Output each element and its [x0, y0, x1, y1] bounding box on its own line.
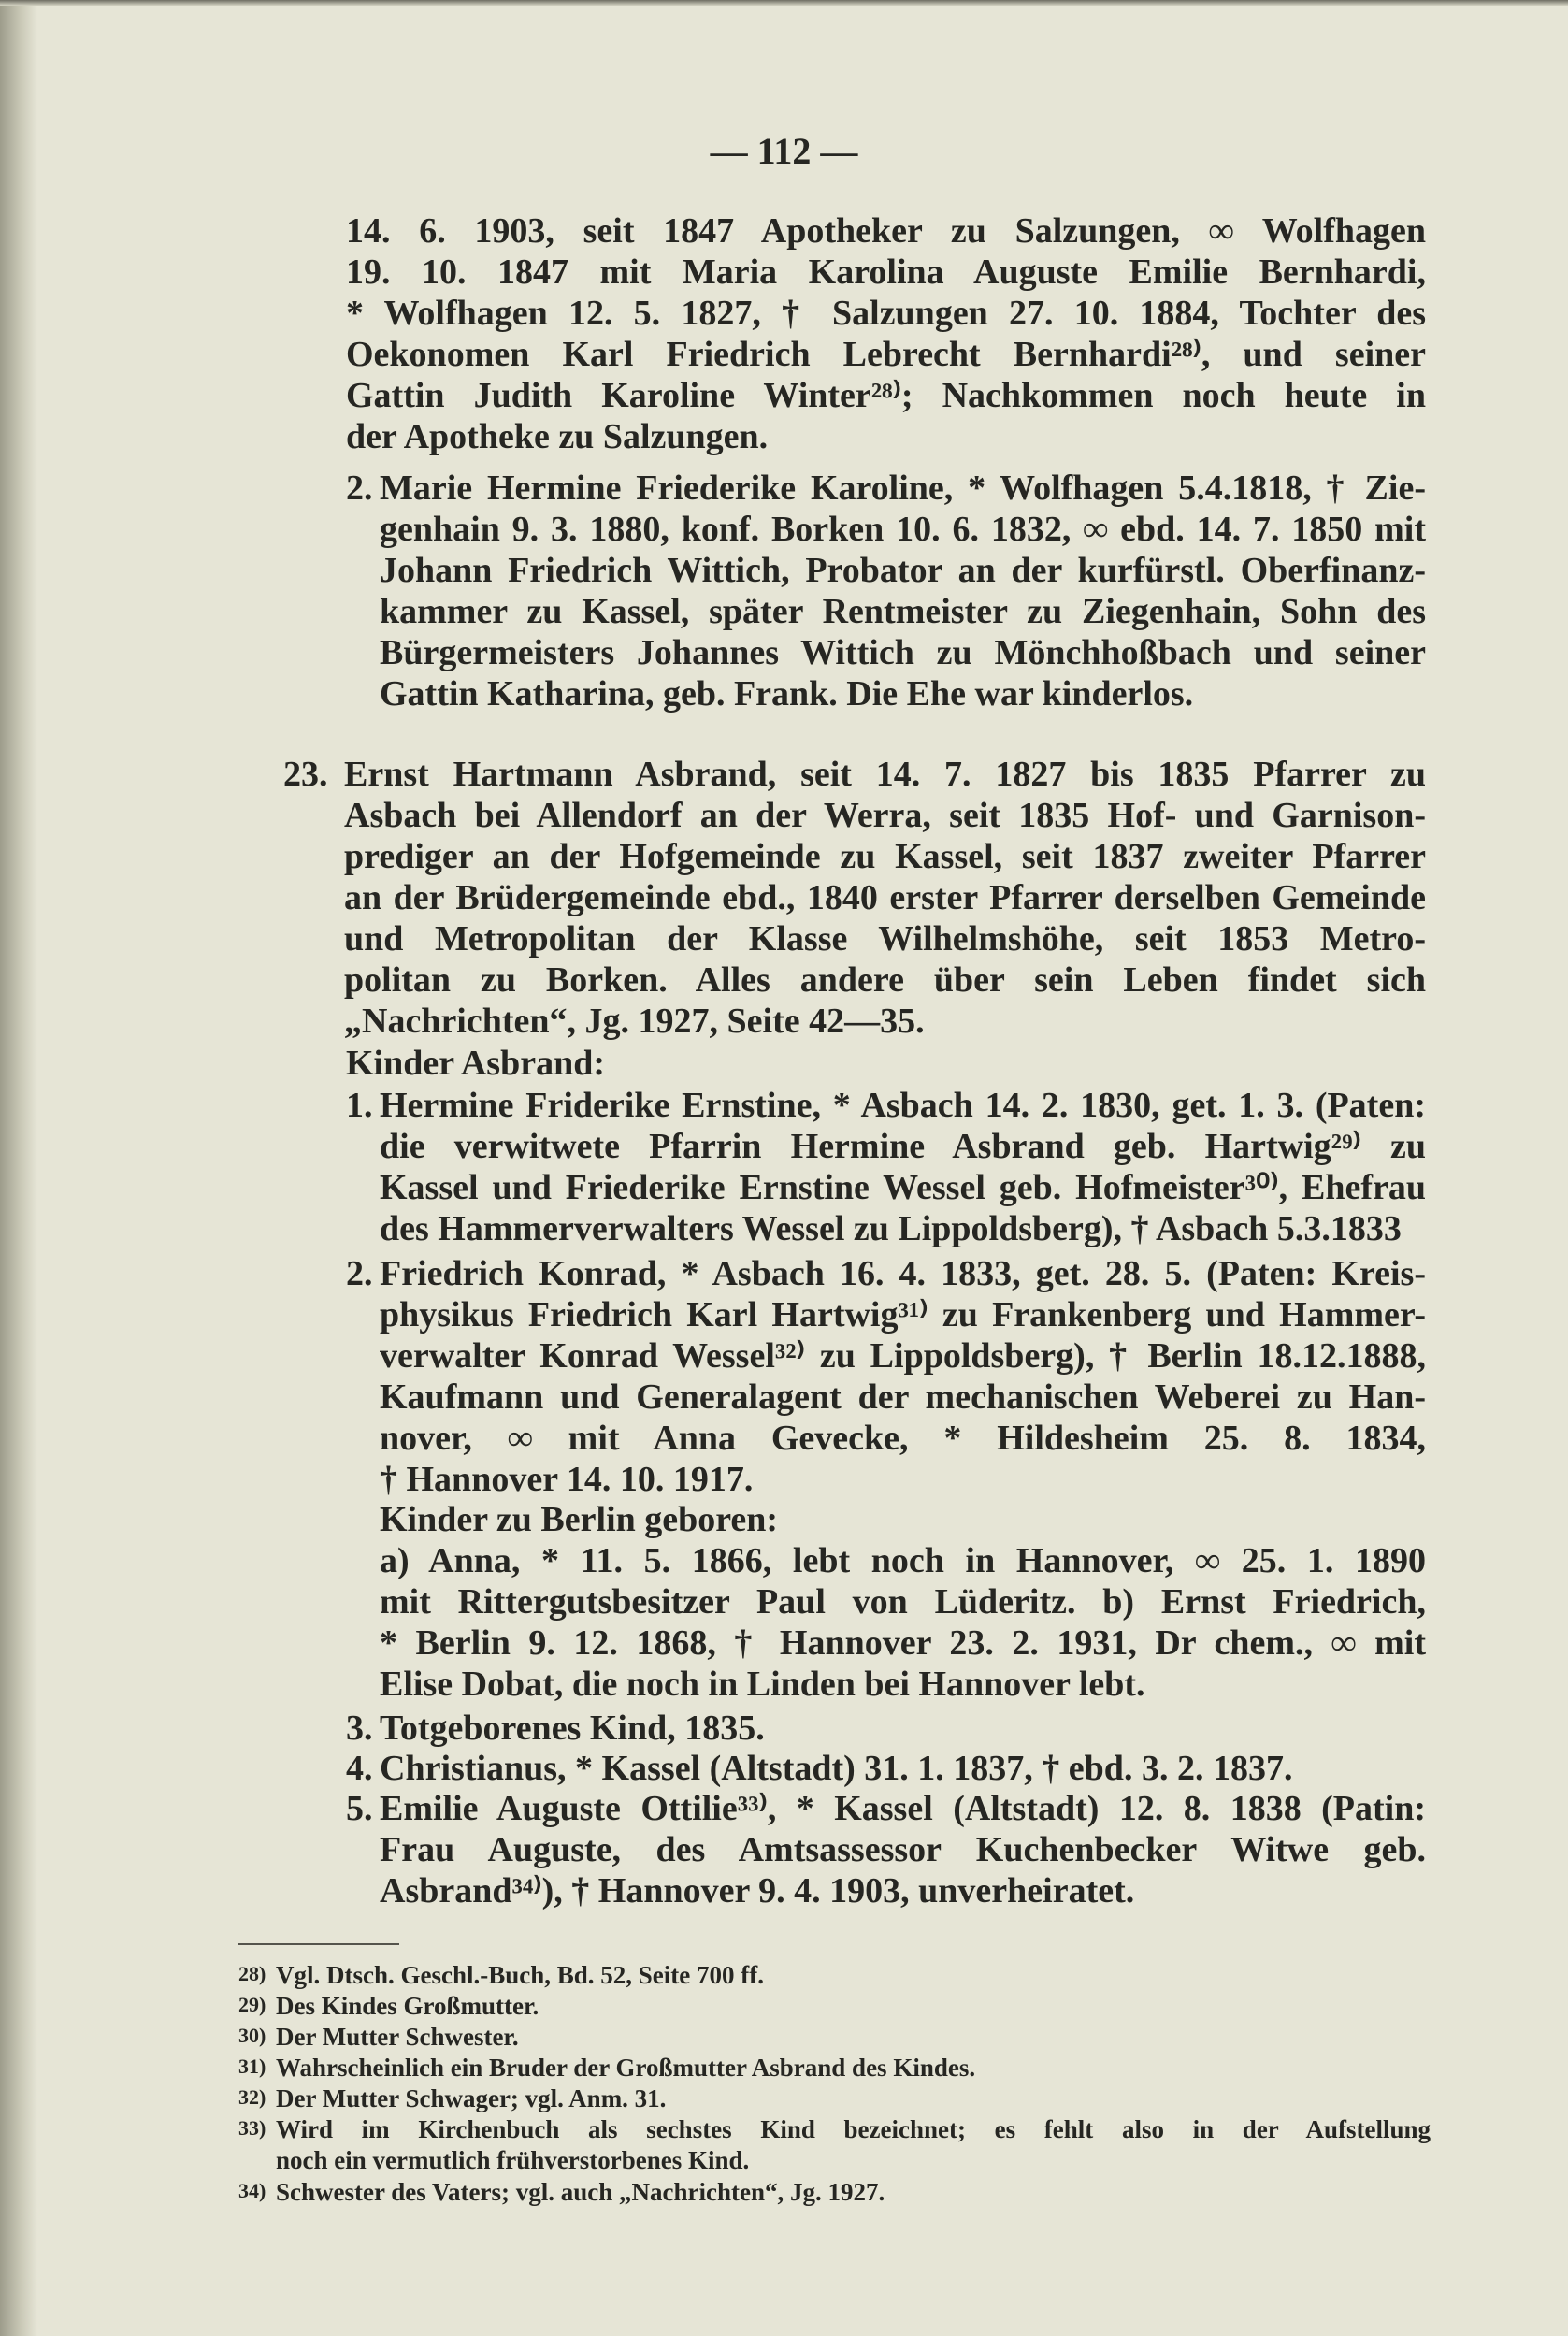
- child-5-emilie: [0, 1788, 1568, 1911]
- text-line: Elise Dobat, die noch in Linden bei Hannover lebt.: [380, 1665, 1145, 1704]
- grandchildren-list: [0, 1540, 1568, 1705]
- footnote-33: [0, 2114, 1568, 2176]
- text-line: Marie Hermine Friederike Karoline, * Wolfhagen 5.4.1818, † Zie-: [380, 469, 1426, 508]
- heading-kinder-zu-berlin: [0, 1499, 1568, 1540]
- entry-number: 34): [238, 2179, 266, 2202]
- page-number: — 112 —: [710, 130, 858, 172]
- text-line: * Wolfhagen 12. 5. 1827, † Salzungen 27. 10. 1884, Tochter des: [346, 294, 1426, 333]
- text-line: * Berlin 9. 12. 1868, † Hannover 23. 2. 1931, Dr chem., ∞ mit: [380, 1623, 1426, 1663]
- text-line: Frau Auguste, des Amtsassessor Kuchenbecker Witwe geb.: [380, 1830, 1426, 1869]
- text-line: Gattin Katharina, geb. Frank. Die Ehe war kinderlos.: [380, 674, 1194, 714]
- text-line: a) Anna, * 11. 5. 1866, lebt noch in Hannover, ∞ 25. 1. 1890: [380, 1541, 1426, 1580]
- entry-number: 31): [238, 2055, 266, 2078]
- child-3: [0, 1708, 1568, 1749]
- paragraph-continuation: [0, 210, 1568, 457]
- text-line: prediger an der Hofgemeinde zu Kassel, seit 1837 zweiter Pfarrer: [344, 837, 1426, 876]
- text-line: genhain 9. 3. 1880, konf. Borken 10. 6. 1832, ∞ ebd. 14. 7. 1850 mit: [380, 510, 1426, 549]
- text-line: der Apotheke zu Salzungen.: [346, 417, 769, 456]
- text-line: Christianus, * Kassel (Altstadt) 31. 1. 1837, † ebd. 3. 2. 1837.: [380, 1749, 1293, 1788]
- child-1-hermine: [0, 1085, 1568, 1249]
- text-line: Kaufmann und Generalagent der mechanischen Weberei zu Han-: [380, 1377, 1426, 1417]
- entry-number: 32): [238, 2085, 266, 2109]
- entry-number: 29): [238, 1993, 266, 2016]
- footnote-30: [0, 2022, 1568, 2053]
- footnote-divider: [238, 1943, 399, 1945]
- text-line: Wird im Kirchenbuch als sechstes Kind bezeichnet; es fehlt also in der Aufstellung: [276, 2115, 1431, 2143]
- text-line: Johann Friedrich Wittich, Probator an der kurfürstl. Oberfinanz-: [380, 551, 1426, 590]
- footnote-34: [0, 2177, 1568, 2208]
- text-line: † Hannover 14. 10. 1917.: [380, 1460, 754, 1499]
- text-line: Kassel und Friederike Ernstine Wessel geb. Hofmeister³⁰⁾, Ehefrau: [380, 1168, 1426, 1207]
- text-line: Asbach bei Allendorf an der Werra, seit 1835 Hof- und Garnison-: [344, 796, 1426, 835]
- footnote-28: [0, 1960, 1568, 1991]
- text-line: „Nachrichten“, Jg. 1927, Seite 42—35.: [344, 1002, 925, 1041]
- text-line: noch ein vermutlich frühverstorbenes Kind.: [276, 2146, 750, 2174]
- text-line: Hermine Friderike Ernstine, * Asbach 14. 2. 1830, get. 1. 3. (Paten:: [380, 1086, 1426, 1125]
- entry-number: 5.: [346, 1789, 373, 1828]
- entry-number: 33): [238, 2116, 266, 2140]
- text-line: Ernst Hartmann Asbrand, seit 14. 7. 1827 bis 1835 Pfarrer zu: [344, 755, 1426, 794]
- text-line: Der Mutter Schwager; vgl. Anm. 31.: [276, 2084, 667, 2112]
- text-line: verwalter Konrad Wessel³²⁾ zu Lippoldsberg), † Berlin 18.12.1888,: [380, 1336, 1426, 1376]
- text-line: 14. 6. 1903, seit 1847 Apotheker zu Salzungen, ∞ Wolfhagen: [346, 211, 1426, 251]
- footnote-29: [0, 1991, 1568, 2022]
- text-line: Asbrand³⁴⁾), † Hannover 9. 4. 1903, unverheiratet.: [380, 1871, 1135, 1911]
- text-line: Kinder Asbrand:: [346, 1044, 605, 1083]
- text-line: Schwester des Vaters; vgl. auch „Nachrichten“, Jg. 1927.: [276, 2178, 885, 2206]
- text-line: nover, ∞ mit Anna Gevecke, * Hildesheim 25. 8. 1834,: [380, 1419, 1426, 1458]
- text-line: des Hammerverwalters Wessel zu Lippoldsberg), † Asbach 5.3.1833: [380, 1209, 1402, 1248]
- text-line: und Metropolitan der Klasse Wilhelmshöhe, seit 1853 Metro-: [344, 919, 1426, 959]
- entry-number: 30): [238, 2024, 266, 2047]
- text-line: mit Rittergutsbesitzer Paul von Lüderitz. b) Ernst Friedrich,: [380, 1582, 1426, 1622]
- text-line: kammer zu Kassel, später Rentmeister zu Ziegenhain, Sohn des: [380, 592, 1426, 631]
- text-line: an der Brüdergemeinde ebd., 1840 erster Pfarrer derselben Gemeinde: [344, 878, 1426, 917]
- heading-kinder-asbrand: [0, 1043, 1568, 1084]
- entry-marie-hermine: [0, 468, 1568, 714]
- entry-number: 28): [238, 1962, 266, 1985]
- entry-23-ernst-hartmann-asbrand: [0, 754, 1568, 1042]
- text-line: Kinder zu Berlin geboren:: [380, 1500, 779, 1539]
- text-line: 19. 10. 1847 mit Maria Karolina Auguste Emilie Bernhardi,: [346, 252, 1426, 292]
- child-2-friedrich-konrad: [0, 1253, 1568, 1500]
- footnote-32: [0, 2084, 1568, 2114]
- text-line: Der Mutter Schwester.: [276, 2023, 519, 2051]
- child-4-christianus: [0, 1748, 1568, 1789]
- entry-number: 23.: [283, 755, 328, 794]
- text-line: Friedrich Konrad, * Asbach 16. 4. 1833, get. 28. 5. (Paten: Kreis-: [380, 1254, 1426, 1293]
- entry-number: 2.: [346, 1254, 373, 1293]
- text-line: Totgeborenes Kind, 1835.: [380, 1709, 765, 1748]
- entry-number: 2.: [346, 469, 373, 508]
- text-line: Bürgermeisters Johannes Wittich zu Mönchhoßbach und seiner: [380, 633, 1426, 672]
- footnote-31: [0, 2053, 1568, 2084]
- text-line: Oekonomen Karl Friedrich Lebrecht Bernhardi²⁸⁾, und seiner: [346, 335, 1426, 374]
- text-line: physikus Friedrich Karl Hartwig³¹⁾ zu Frankenberg und Hammer-: [380, 1295, 1426, 1334]
- entry-number: 1.: [346, 1086, 373, 1125]
- text-line: Wahrscheinlich ein Bruder der Großmutter Asbrand des Kindes.: [276, 2054, 976, 2082]
- text-line: Des Kindes Großmutter.: [276, 1992, 539, 2020]
- page-top-edge: [0, 0, 1568, 6]
- entry-number: 3.: [346, 1709, 373, 1748]
- text-line: Gattin Judith Karoline Winter²⁸⁾; Nachkommen noch heute in: [346, 376, 1426, 415]
- text-line: politan zu Borken. Alles andere über sein Leben findet sich: [344, 960, 1426, 1000]
- entry-number: 4.: [346, 1749, 373, 1788]
- text-line: Vgl. Dtsch. Geschl.-Buch, Bd. 52, Seite 700 ff.: [276, 1961, 764, 1989]
- text-line: Emilie Auguste Ottilie³³⁾, * Kassel (Altstadt) 12. 8. 1838 (Patin:: [380, 1789, 1426, 1828]
- text-line: die verwitwete Pfarrin Hermine Asbrand geb. Hartwig²⁹⁾ zu: [380, 1127, 1426, 1166]
